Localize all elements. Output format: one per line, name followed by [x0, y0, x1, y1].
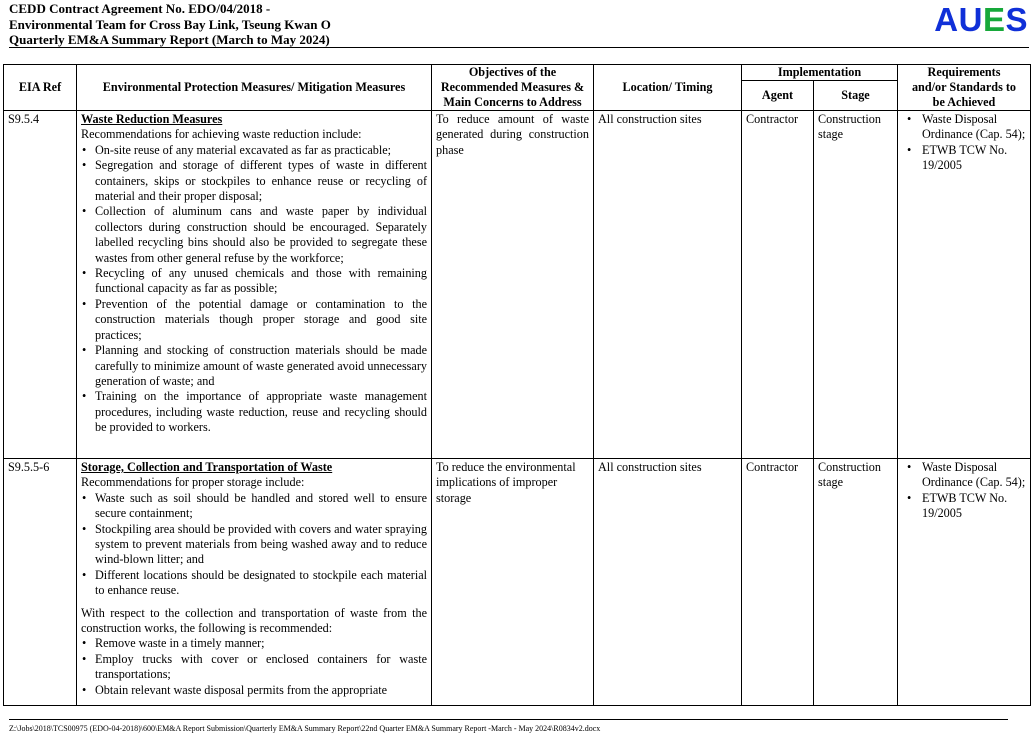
list-item: • Stockpiling area should be provided with covers and water spraying system to prevent materials from being washed away and to reduce wind-blown litter; and	[95, 522, 427, 568]
table-row	[4, 111, 1031, 459]
list-item: • Training on the importance of appropriate waste management procedures, including waste reduction, reuse and recycling should be provided to workers.	[95, 389, 427, 435]
measures-cell	[77, 459, 432, 706]
list-item: • Employ trucks with cover or enclosed containers for waste transportations;	[95, 652, 427, 683]
list-item: • Segregation and storage of different types of waste in different containers, skips or stockpiles to enhance reuse or recycling of material and their proper disposal;	[95, 158, 427, 204]
requirements-list	[902, 460, 1026, 522]
section-intro: Recommendations for achieving waste reduction include:	[81, 127, 362, 142]
document-header	[9, 1, 331, 48]
list-item: • ETWB TCW No. 19/2005	[922, 491, 1026, 522]
list-item: • Planning and stocking of construction materials should be made carefully to minimize amount of waste generated avoid unnecessary generation of waste; and	[95, 343, 427, 389]
objective-cell: To reduce the environmental implications of improper storage	[432, 459, 594, 706]
section-title: Storage, Collection and Transportation of Waste	[81, 460, 333, 474]
eia-ref-cell: S9.5.5-6	[4, 459, 77, 706]
col-header-agent: Agent	[742, 81, 814, 111]
header-report-line: Quarterly EM&A Summary Report (March to May 2024)	[9, 32, 330, 47]
footer-file-path: Z:\Jobs\2018\TCS00975 (EDO-04-2018)\600\EM&A Report Submission\Quarterly EM&A Summary Report\22nd Quarter EM&A Summary Report -March - May 2024\R0834v2.docx	[9, 724, 601, 733]
header-divider	[9, 47, 1029, 48]
col-header-location: Location/ Timing	[594, 65, 742, 111]
objective-cell: To reduce amount of waste generated during construction phase	[432, 111, 594, 459]
agent-cell: Contractor	[742, 459, 814, 706]
aues-logo: AUES	[934, 1, 1028, 38]
stage-cell: Construction stage	[814, 459, 898, 706]
section-intro: Recommendations for proper storage include:	[81, 475, 305, 490]
requirements-list	[902, 112, 1026, 174]
col-header-implementation: Implementation	[742, 65, 898, 81]
footer-divider	[9, 719, 1008, 720]
table-row	[4, 459, 1031, 706]
table-header-row	[4, 65, 1031, 81]
header-contract-line: CEDD Contract Agreement No. EDO/04/2018 -	[9, 1, 271, 16]
col-header-stage: Stage	[814, 81, 898, 111]
col-header-eia-ref: EIA Ref	[4, 65, 77, 111]
col-header-objectives: Objectives of the Recommended Measures & Main Concerns to Address	[432, 65, 594, 111]
requirements-cell	[898, 111, 1031, 459]
mitigation-measures-table	[3, 64, 1031, 706]
list-item: • Different locations should be designated to stockpile each material to enhance reuse.	[95, 568, 427, 599]
list-item: • Remove waste in a timely manner;	[95, 636, 427, 651]
list-item: • Waste Disposal Ordinance (Cap. 54);	[922, 112, 1026, 143]
measure-list	[81, 143, 427, 436]
measure-list	[81, 491, 427, 599]
list-item: • Waste such as soil should be handled and stored well to ensure secure containment;	[95, 491, 427, 522]
measures-cell	[77, 111, 432, 459]
list-item: • On-site reuse of any material excavated as far as practicable;	[95, 143, 427, 158]
location-cell: All construction sites	[594, 111, 742, 459]
col-header-requirements: Requirements and/or Standards to be Achieved	[898, 65, 1031, 111]
section-title: Waste Reduction Measures	[81, 112, 223, 126]
list-item: • Prevention of the potential damage or contamination to the construction materials though proper storage and good site practices;	[95, 297, 427, 343]
list-item: • Waste Disposal Ordinance (Cap. 54);	[922, 460, 1026, 491]
section-intro-2: With respect to the collection and transportation of waste from the construction works, the following is recommended:	[81, 605, 427, 636]
list-item: • Obtain relevant waste disposal permits from the appropriate	[95, 683, 427, 698]
location-cell: All construction sites	[594, 459, 742, 706]
requirements-cell	[898, 459, 1031, 706]
list-item: • ETWB TCW No. 19/2005	[922, 143, 1026, 174]
eia-ref-cell: S9.5.4	[4, 111, 77, 459]
header-team-line: Environmental Team for Cross Bay Link, Tseung Kwan O	[9, 16, 331, 32]
col-header-measures: Environmental Protection Measures/ Mitigation Measures	[77, 65, 432, 111]
stage-cell: Construction stage	[814, 111, 898, 459]
list-item: • Recycling of any unused chemicals and those with remaining functional capacity as far as possible;	[95, 266, 427, 297]
measure-list-2	[81, 636, 427, 698]
list-item: • Collection of aluminum cans and waste paper by individual collectors during construction should be encouraged. Separately labelled recycling bins should also be provided to segregate these wastes from other general refuse by the workforce;	[95, 204, 427, 266]
agent-cell: Contractor	[742, 111, 814, 459]
